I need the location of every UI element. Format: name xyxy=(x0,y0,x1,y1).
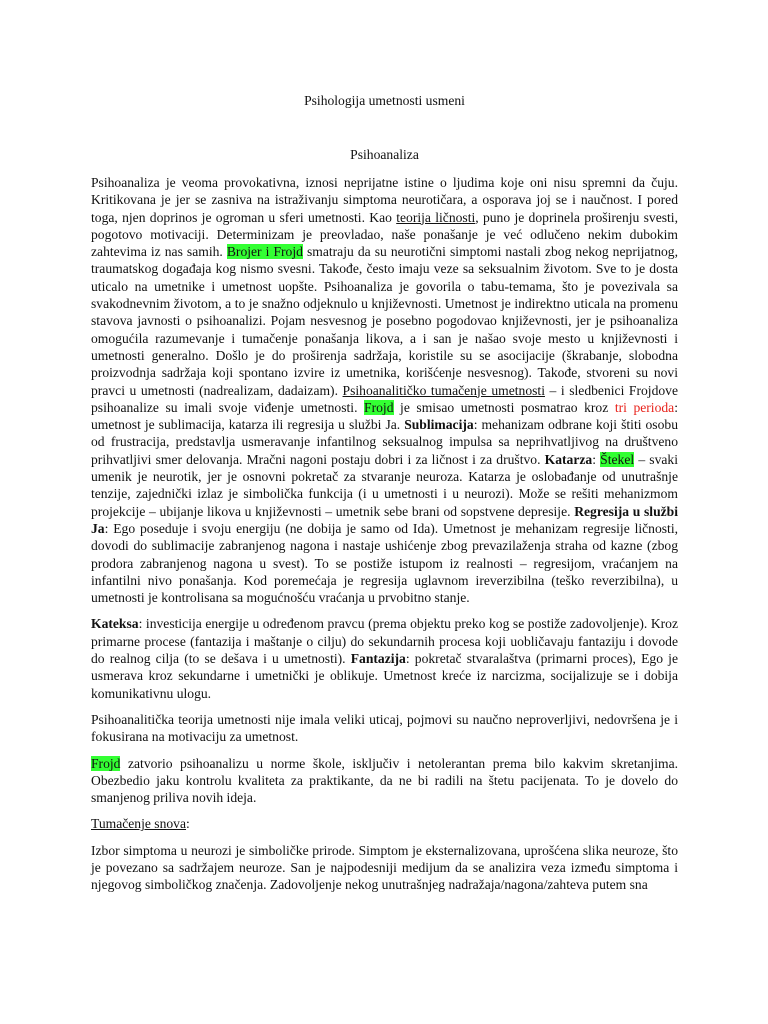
text-run: – i sledbenici Frojdove psihoanalize su imali svoje viđenje umetnosti. xyxy=(91,382,678,415)
highlight-text: Brojer i Frojd xyxy=(226,244,303,260)
paragraph xyxy=(91,615,678,701)
highlight-text: Štekel xyxy=(600,451,635,467)
text-run: je smisao umetnosti posmatrao kroz xyxy=(393,399,615,415)
text-run: smatraju da su neurotični simptomi nastali zbog nekog neprijatnog, traumatskog događaja kog nismo svesni. Takođe, često imaju veze sa seksualnim životom. Sve to je dosta uticalo na umetnike i umetnost uopšte. Psihoanaliza je govorila o tabu-temama, što je povezivala sa svakodnevnim životom, a to je snažno odjeknulo u književnosti. Umetnost je indirektno uticala na promenu stavova javnosti o psihoanalizi. Pojam nesvesnog je posebno pogodovao književnosti, jer je psihoanaliza omogućila razumevanje i tumačenje ponašanja likova, a i san je našao svoje mesto u književnosti i umetnosti generalno. Došlo je do proširenja sadržaja, koristile su se asocijacije (škrabanje, slobodna proizvodnja sadržaja koji spontano izvire iz umetnika, korišćenje nesvesnog). Takođe, stvoreni su novi pravci u umetnosti (nadrealizam, dadaizam). xyxy=(91,244,678,398)
bold-text: Sublimacija xyxy=(404,417,474,433)
text-run: : mehanizam odbrane koji štiti osobu od frustracija, predstavlja usmeravanje infantilnog seksualnog impulsa sa neprihvatljivog na društveno prihvatljivi smer delovanja. Mračni nagoni postaju dobri i za ličnost i za društvo. xyxy=(91,417,678,467)
text-run: – svaki umenik je neurotik, jer je osnovni pokretač za stvaranje neuroza. Katarza je oslobađanje od unutrašnje tenzije, zajednički izlaz je simbolička funkcija (i u umetnosti i u neurozi). Može se rešiti mehanizmom projekcije – ubijanje likova u književnosti – umetnik sebe brani od sopstvene depresije. xyxy=(91,451,678,519)
paragraph xyxy=(91,174,678,606)
text-run: zatvorio psihoanalizu u norme škole, isključiv i netolerantan prema bilo kakvim skretanjima. Obezbedio jaku kontrolu kvaliteta za praktikante, da ne bi radili na štetu pacijenata. To je dovelo do smanjenog priliva novih ideja. xyxy=(91,755,678,806)
highlight-text: Frojd xyxy=(364,399,394,415)
bold-text: Fantazija xyxy=(350,651,406,667)
paragraph xyxy=(91,755,678,807)
text-run: : investicija energije u određenom pravcu (prema objektu preko kog se postiže zadovoljenje). Kroz primarne procese (fantazija i maštanje o cilju) do sekundarnih procesa koji uobličavaju fantaziju i dovode do realnog cilja (to se dešava i u umetnosti). xyxy=(91,616,678,667)
underline-text: Psihoanalitičko tumačenje umetnosti xyxy=(342,382,545,398)
text-run: Psihoanaliza je veoma provokativna, iznosi neprijatne istine o ljudima koje oni nisu spremni da čuju. Kritikovana je jer se zasniva na istraživanju simptoma neurotičara, a osporava joj se i naučnost. I pored toga, njen doprinos je ogroman u sferi umetnosti. Kao xyxy=(91,175,678,225)
bold-text: Katarza xyxy=(544,451,593,467)
red-text: tri perioda xyxy=(614,399,675,415)
subsection-heading xyxy=(91,815,678,832)
text-run: : xyxy=(592,451,601,467)
subsection-heading-text: Tumačenje snova xyxy=(91,816,187,832)
bold-text: Regresija u službi Ja xyxy=(91,503,678,536)
subsection-paragraph: Izbor simptoma u neurozi je simboličke prirode. Simptom je eksternalizovana, uprošćena slika neuroze, što je povezano sa sadržajem neuroze. San je najpodesniji medijum da se analizira veza između simptoma i njegovog simboličkog značenja. Zadovoljenje nekog unutrašnjeg nadražaja/nagona/zahteva putem sna xyxy=(91,842,678,893)
text-run: , puno je doprinela proširenju svesti, pogotovo motivaciji. Determinizam je preovladao, naše ponašanje je već odlučeno nekim dubokim zahtevima iz nas samih. xyxy=(91,209,678,260)
paragraph xyxy=(91,711,678,746)
highlight-text: Frojd xyxy=(91,755,121,771)
bold-text: Kateksa xyxy=(91,616,139,632)
text-run: Psihoanalitička teorija umetnosti nije imala veliki uticaj, pojmovi su naučno neproverljivi, nedovršena je i fokusirana na motivaciju za umetnost. xyxy=(91,711,678,745)
body-paragraphs xyxy=(91,174,678,806)
underline-text: teorija ličnosti xyxy=(396,209,476,225)
section-title: Psihoanaliza xyxy=(350,147,419,162)
document-title: Psihologija umetnosti usmeni xyxy=(304,93,465,108)
subsection-heading-suffix: : xyxy=(186,816,190,832)
text-run: : Ego poseduje i svoju energiju (ne dobija je samo od Ida). Umetnost je mehanizam regresije ličnosti, dovodi do sublimacije zabranjenog nagona i nastaje ushićenje zbog prevazilaženja straha od kazne (zbog prodora zabranjenog nagona u svest). To se postiže istupom iz realnosti – regresijom, vraćanjem na infantilni nivo ponašanja. Kod poremećaja je regresija uglavnom ireverzibilna (teško reverzibilna), u umetnosti je kontrolisana sa mogućnošću vraćanja u prvobitno stanje. xyxy=(91,520,678,606)
text-run: : umetnost je sublimacija, katarza ili regresija u službi Ja. xyxy=(91,399,678,433)
text-run: : pokretač stvaralaštva (primarni proces), Ego je usmerava kroz sekundarne i umetnički je oblikuje. Umetnost kreće iz narcizma, socijalizuje se i dobija komunikativnu ulogu. xyxy=(91,651,678,701)
